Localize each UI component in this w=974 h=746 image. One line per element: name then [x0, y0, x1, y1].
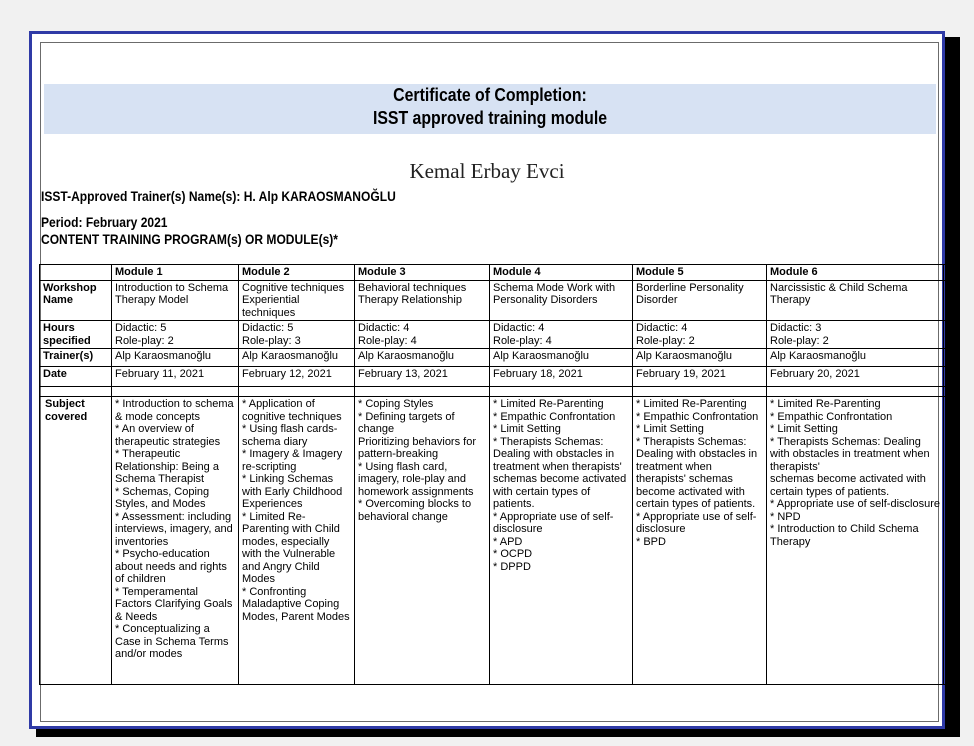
module-1-didactic: Didactic: 5 — [115, 322, 167, 334]
spacer-cell — [355, 387, 490, 397]
module-2-trainer: Alp Karaosmanoğlu — [239, 349, 355, 367]
module-4-didactic: Didactic: 4 — [493, 322, 545, 334]
module-1-header: Module 1 — [112, 265, 239, 281]
module-5-hours — [633, 321, 767, 349]
trainer-row — [40, 349, 950, 367]
module-3-trainer: Alp Karaosmanoğlu — [355, 349, 490, 367]
table-header-row — [40, 265, 950, 281]
program-heading: CONTENT TRAINING PROGRAM(s) OR MODULE(s)* — [41, 231, 338, 247]
hours-row — [40, 321, 950, 349]
module-1-trainer: Alp Karaosmanoğlu — [112, 349, 239, 367]
workshop-label: Workshop Name — [40, 280, 112, 321]
end-cell — [944, 349, 950, 367]
certificate-title-line-1: Certificate of Completion: — [393, 85, 587, 105]
end-cell — [944, 265, 950, 281]
module-3-header: Module 3 — [355, 265, 490, 281]
end-cell — [944, 321, 950, 349]
module-2-roleplay: Role-play: 3 — [242, 334, 301, 347]
module-6-date: February 20, 2021 — [767, 367, 944, 387]
module-3-workshop: Behavioral techniques Therapy Relationship — [355, 280, 490, 321]
module-4-date: February 18, 2021 — [490, 367, 633, 387]
module-3-subjects: * Coping Styles * Defining targets of change Prioritizing behaviors for pattern-breaking * Using flash card, imagery, role-play and homework assignments * Overcoming blocks to behavioral change — [355, 397, 490, 685]
module-4-roleplay: Role-play: 4 — [493, 334, 552, 347]
module-6-hours — [767, 321, 944, 349]
certificate-page — [29, 31, 945, 729]
module-6-trainer: Alp Karaosmanoğlu — [767, 349, 944, 367]
spacer-row — [40, 387, 950, 397]
module-3-date: February 13, 2021 — [355, 367, 490, 387]
module-5-subjects: * Limited Re-Parenting * Empathic Confrontation * Limit Setting * Therapists Schemas: Dealing with obstacles in treatment when therapists' schemas become activated with certain types of patients. * Appropriate use of self-disclosure * BPD — [633, 397, 767, 685]
module-6-didactic: Didactic: 3 — [770, 322, 822, 334]
module-2-subjects: * Application of cognitive techniques * Using flash cards-schema diary * Imagery & Imagery re-scripting * Linking Schemas with Early Childhood Experiences * Limited Re-Parenting with Child modes, especially with the Vulnerable and Angry Child Modes * Confronting Maladaptive Coping Modes, Parent Modes — [239, 397, 355, 685]
date-row — [40, 367, 950, 387]
module-6-header: Module 6 — [767, 265, 944, 281]
module-4-hours — [490, 321, 633, 349]
module-5-didactic: Didactic: 4 — [636, 322, 688, 334]
module-1-roleplay: Role-play: 2 — [115, 334, 174, 347]
module-2-workshop: Cognitive techniques Experiential techniques — [239, 280, 355, 321]
certificate-title-banner — [44, 84, 936, 134]
header-empty-cell — [40, 265, 112, 281]
module-4-header: Module 4 — [490, 265, 633, 281]
end-cell — [944, 367, 950, 387]
module-2-didactic: Didactic: 5 — [242, 322, 294, 334]
modules-table — [39, 264, 950, 685]
module-3-hours — [355, 321, 490, 349]
spacer-cell — [490, 387, 633, 397]
module-6-roleplay: Role-play: 2 — [770, 334, 829, 347]
viewer-top-strip — [0, 0, 974, 24]
module-2-hours — [239, 321, 355, 349]
certificate-title-line-2: ISST approved training module — [372, 108, 608, 128]
module-2-date: February 12, 2021 — [239, 367, 355, 387]
recipient-name: Kemal Erbay Evci — [409, 159, 565, 183]
module-4-workshop: Schema Mode Work with Personality Disorders — [490, 280, 633, 321]
module-5-header: Module 5 — [633, 265, 767, 281]
spacer-cell — [40, 387, 112, 397]
module-1-subjects: * Introduction to schema & mode concepts * An overview of therapeutic strategies * Therapeutic Relationship: Being a Schema Therapist * Schemas, Coping Styles, and Modes * Assessment: including interviews, imagery, and inventories * Psycho-education about needs and rights of children * Temperamental Factors Clarifying Goals & Needs * Conceptualizing a Case in Schema Terms and/or modes — [112, 397, 239, 685]
module-1-workshop: Introduction to Schema Therapy Model — [112, 280, 239, 321]
module-5-date: February 19, 2021 — [633, 367, 767, 387]
module-5-trainer: Alp Karaosmanoğlu — [633, 349, 767, 367]
subject-label: Subject covered — [40, 397, 112, 685]
module-5-roleplay: Role-play: 2 — [636, 334, 695, 347]
module-3-roleplay: Role-play: 4 — [358, 334, 417, 347]
spacer-cell — [767, 387, 944, 397]
module-1-date: February 11, 2021 — [112, 367, 239, 387]
workshop-row — [40, 280, 950, 321]
module-5-workshop: Borderline Personality Disorder — [633, 280, 767, 321]
spacer-cell — [239, 387, 355, 397]
module-4-subjects: * Limited Re-Parenting * Empathic Confrontation * Limit Setting * Therapists Schemas: Dealing with obstacles in treatment when therapists' schemas become activated with certain types of patients. * Appropriate use of self-disclosure * APD * OCPD * DPPD — [490, 397, 633, 685]
end-cell — [944, 280, 950, 321]
module-3-didactic: Didactic: 4 — [358, 322, 410, 334]
trainer-label: Trainer(s) — [40, 349, 112, 367]
spacer-cell — [633, 387, 767, 397]
module-1-hours — [112, 321, 239, 349]
module-6-subjects: * Limited Re-Parenting * Empathic Confrontation * Limit Setting * Therapists Schemas: Dealing with obstacles in treatment when therapists' schemas become activated with certain types of patients. * Appropriate use of self-disclosure * NPD * Introduction to Child Schema Therapy — [767, 397, 944, 685]
subject-row — [40, 397, 950, 685]
trainer-names-line: ISST-Approved Trainer(s) Name(s): H. Alp KARAOSMANOĞLU — [41, 188, 396, 204]
spacer-cell — [112, 387, 239, 397]
hours-label: Hours specified — [40, 321, 112, 349]
module-2-header: Module 2 — [239, 265, 355, 281]
end-cell — [944, 397, 950, 685]
module-4-trainer: Alp Karaosmanoğlu — [490, 349, 633, 367]
period-line: Period: February 2021 — [41, 214, 168, 230]
module-6-workshop: Narcissistic & Child Schema Therapy — [767, 280, 944, 321]
date-label: Date — [40, 367, 112, 387]
spacer-cell — [944, 387, 950, 397]
